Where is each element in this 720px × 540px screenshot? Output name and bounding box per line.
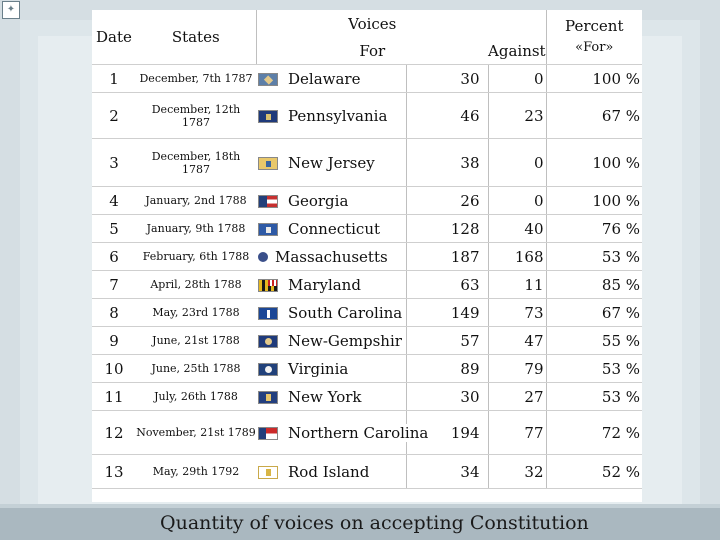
state-name: New-Gempshir: [284, 332, 406, 350]
new-hampshire-flag-icon: [258, 335, 278, 348]
percent-for: 72 %: [546, 411, 642, 455]
state-name: Delaware: [284, 70, 364, 88]
slide-logo-icon: ✦: [2, 1, 20, 19]
table-row: [92, 383, 642, 411]
ratification-date: January, 2nd 1788: [136, 187, 256, 215]
ratification-date: December, 7th 1787: [136, 65, 256, 93]
header-states: States: [136, 10, 256, 65]
votes-for: 89: [406, 355, 488, 383]
state-cell: [256, 243, 406, 271]
table-row: [92, 215, 642, 243]
table-row: [92, 455, 642, 489]
percent-for: 76 %: [546, 215, 642, 243]
ratification-date: June, 21st 1788: [136, 327, 256, 355]
header-percent-line1: Percent: [565, 17, 624, 35]
votes-against: 23: [488, 93, 546, 139]
ratification-date: June, 25th 1788: [136, 355, 256, 383]
votes-for: 46: [406, 93, 488, 139]
table-row: [92, 93, 642, 139]
row-number: 6: [92, 243, 136, 271]
state-cell: [256, 139, 406, 187]
georgia-flag-icon: [258, 195, 278, 208]
row-number: 5: [92, 215, 136, 243]
row-number: 9: [92, 327, 136, 355]
votes-against: 47: [488, 327, 546, 355]
row-number: 12: [92, 411, 136, 455]
header-voices: Voices: [256, 10, 488, 38]
ratification-date: February, 6th 1788: [136, 243, 256, 271]
table-row: [92, 355, 642, 383]
state-name: New York: [284, 388, 366, 406]
header-percent: [546, 10, 642, 65]
votes-against: 11: [488, 271, 546, 299]
row-number: 8: [92, 299, 136, 327]
ratification-date: January, 9th 1788: [136, 215, 256, 243]
table-header-row-1: [92, 10, 642, 38]
slide-caption: Quantity of voices on accepting Constitution: [160, 512, 589, 534]
ratification-date: May, 23rd 1788: [136, 299, 256, 327]
state-cell: [256, 65, 406, 93]
votes-against: 79: [488, 355, 546, 383]
votes-for: 187: [406, 243, 488, 271]
votes-against: 32: [488, 455, 546, 489]
state-name: South Carolina: [284, 304, 406, 322]
state-name: Pennsylvania: [284, 107, 391, 125]
percent-for: 85 %: [546, 271, 642, 299]
ratification-date: November, 21st 1789: [136, 411, 256, 455]
votes-against: 0: [488, 65, 546, 93]
row-number: 1: [92, 65, 136, 93]
state-cell: [256, 327, 406, 355]
percent-for: 53 %: [546, 383, 642, 411]
percent-for: 52 %: [546, 455, 642, 489]
ratification-table-sheet: [92, 10, 642, 502]
ratification-date: December, 12th 1787: [136, 93, 256, 139]
header-date: Date: [92, 10, 136, 65]
row-number: 10: [92, 355, 136, 383]
votes-for: 149: [406, 299, 488, 327]
state-cell: [256, 187, 406, 215]
state-name: Georgia: [284, 192, 352, 210]
row-number: 13: [92, 455, 136, 489]
percent-for: 67 %: [546, 299, 642, 327]
table-row: [92, 411, 642, 455]
state-name: New Jersey: [284, 154, 379, 172]
north-carolina-flag-icon: [258, 427, 278, 440]
votes-against: 168: [488, 243, 546, 271]
votes-for: 63: [406, 271, 488, 299]
ratification-date: December, 18th 1787: [136, 139, 256, 187]
state-cell: [256, 215, 406, 243]
table-row: [92, 65, 642, 93]
votes-for: 38: [406, 139, 488, 187]
state-name: Rod Island: [284, 463, 373, 481]
new-york-flag-icon: [258, 391, 278, 404]
header-against: Against: [488, 10, 546, 65]
header-for: For: [256, 38, 488, 65]
votes-for: 30: [406, 65, 488, 93]
new-jersey-flag-icon: [258, 157, 278, 170]
percent-for: 53 %: [546, 243, 642, 271]
state-cell: [256, 271, 406, 299]
votes-against: 77: [488, 411, 546, 455]
state-name: Northern Carolina: [284, 424, 432, 442]
row-number: 11: [92, 383, 136, 411]
table-row: [92, 299, 642, 327]
votes-for: 30: [406, 383, 488, 411]
state-name: Massachusetts: [271, 248, 392, 266]
header-percent-line2: «For»: [575, 40, 614, 55]
state-name: Connecticut: [284, 220, 384, 238]
table-row: [92, 139, 642, 187]
percent-for: 100 %: [546, 139, 642, 187]
state-cell: [256, 455, 406, 489]
percent-for: 55 %: [546, 327, 642, 355]
delaware-flag-icon: [258, 73, 278, 86]
massachusetts-seal-icon: [258, 252, 268, 262]
votes-for: 194: [406, 411, 488, 455]
votes-for: 26: [406, 187, 488, 215]
south-carolina-flag-icon: [258, 307, 278, 320]
connecticut-flag-icon: [258, 223, 278, 236]
state-cell: [256, 411, 429, 455]
votes-for: 128: [406, 215, 488, 243]
state-cell: [256, 93, 406, 139]
votes-for: 34: [406, 455, 488, 489]
votes-against: 73: [488, 299, 546, 327]
ratification-date: July, 26th 1788: [136, 383, 256, 411]
table-row: [92, 187, 642, 215]
table-row: [92, 271, 642, 299]
state-cell: [256, 299, 406, 327]
votes-against: 40: [488, 215, 546, 243]
row-number: 7: [92, 271, 136, 299]
table-row: [92, 243, 642, 271]
votes-against: 27: [488, 383, 546, 411]
maryland-flag-icon: [258, 279, 278, 292]
votes-against: 0: [488, 187, 546, 215]
percent-for: 67 %: [546, 93, 642, 139]
state-name: Virginia: [284, 360, 352, 378]
percent-for: 100 %: [546, 65, 642, 93]
row-number: 2: [92, 93, 136, 139]
ratification-date: May, 29th 1792: [136, 455, 256, 489]
state-cell: [256, 355, 406, 383]
virginia-flag-icon: [258, 363, 278, 376]
percent-for: 100 %: [546, 187, 642, 215]
row-number: 3: [92, 139, 136, 187]
votes-against: 0: [488, 139, 546, 187]
ratification-date: April, 28th 1788: [136, 271, 256, 299]
rhode-island-flag-icon: [258, 466, 278, 479]
votes-for: 57: [406, 327, 488, 355]
state-name: Maryland: [284, 276, 365, 294]
pennsylvania-flag-icon: [258, 110, 278, 123]
state-cell: [256, 383, 406, 411]
table-row: [92, 327, 642, 355]
row-number: 4: [92, 187, 136, 215]
ratification-table: [92, 10, 642, 489]
percent-for: 53 %: [546, 355, 642, 383]
